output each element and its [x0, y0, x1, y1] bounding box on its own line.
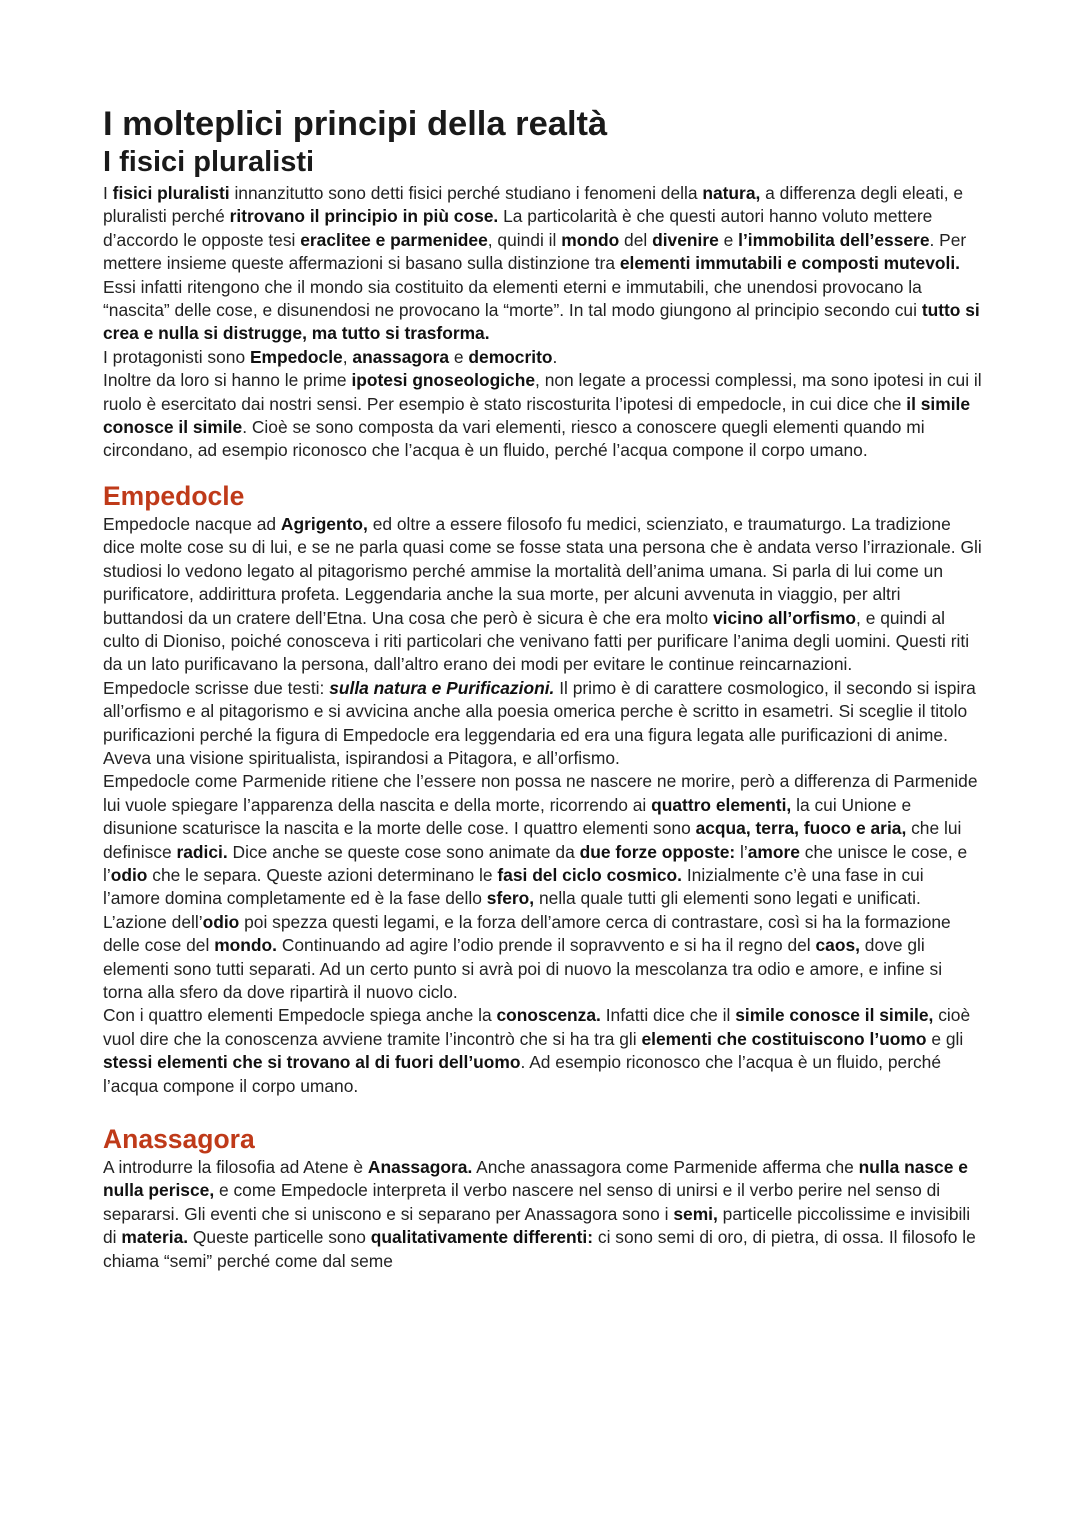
bold-text: eraclitee e parmenidee: [300, 229, 488, 250]
bold-text: due forze opposte:: [579, 841, 736, 862]
bold-text: il simile conosce il simile: [103, 393, 971, 438]
page-subtitle: I fisici pluralisti: [103, 146, 315, 178]
empedocle-paragraph: Empedocle come Parmenide ritiene che l’essere non possa ne nascere ne morire, però a differenza di Parmenide lui vuole spiegare l’apparenza della nascita e della morte, ricorrendo ai quattro elementi, la cui Unione e disunione scaturisce la nascita e la morte delle cose. I quattro elementi sono acqua, terra, fuoco e aria, che lui definisce radici. Dice anche se queste cose sono animate da due forze opposte: l’amore che unisce le cose, e l’odio che le separa. Queste azioni determinano le fasi del ciclo cosmico. Inizialmente c’è una fase in cui l’amore domina completamente ed è la fase dello sfero, nella quale tutti gli elementi sono legati e unificati.: [103, 771, 978, 909]
bold-text: tutto si crea e nulla si distrugge, ma tutto si trasforma.: [103, 300, 980, 344]
bold-text: anassagora: [352, 346, 450, 367]
intro-paragraph: I fisici pluralisti innanzitutto sono detti fisici perché studiano i fenomeni della natura, a differenza degli eleati, e pluralisti perché ritrovano il principio in più cose. La particolarità è che questi autori hanno voluto mettere d’accordo le opposte tesi eraclitee e parmenidee, quindi il mondo del divenire e l’immobilita dell’essere. Per mettere insieme queste affermazioni si basano sulla distinzione tra elementi immutabili e composti mutevoli. Essi infatti ritengono che il mondo sia costituito da elementi eterni e immutabili, che unendosi provocano la “nascita” delle cose, e disunendosi ne provocano la “morte”. In tal modo giungono al principio secondo cui tutto si crea e nulla si distrugge, ma tutto si trasforma.: [103, 183, 980, 344]
bold-text: l’immobilita dell’essere: [738, 229, 930, 250]
anassagora-section: [103, 1122, 983, 1273]
section-heading-empedocle: Empedocle: [103, 480, 245, 511]
bold-text: fasi del ciclo cosmico.: [497, 864, 682, 885]
section-heading-anassagora: Anassagora: [103, 1124, 255, 1155]
document-page: [103, 104, 983, 1273]
bold-text: sfero,: [486, 888, 535, 909]
bold-text: fisici pluralisti: [112, 183, 230, 203]
bold-text: acqua, terra, fuoco e aria,: [695, 818, 907, 839]
bold-text: nulla nasce e nulla perisce,: [103, 1157, 968, 1201]
bold-text: radici.: [176, 841, 228, 862]
bold-text: ipotesi gnoseologiche: [351, 370, 536, 391]
bold-text: qualitativamente differenti:: [370, 1227, 594, 1248]
bold-italic-text: sulla natura e Purificazioni.: [329, 677, 555, 698]
bold-text: Empedocle: [249, 346, 343, 367]
bold-text: vicino all’orfismo: [713, 607, 857, 628]
intro-section: [103, 182, 983, 463]
bold-text: quattro elementi,: [651, 794, 792, 815]
bold-text: caos,: [815, 935, 860, 956]
bold-text: ritrovano il principio in più cose.: [229, 206, 499, 227]
page-title: I molteplici principi della realtà: [103, 105, 608, 143]
bold-text: odio: [110, 864, 148, 885]
anassagora-paragraph: A introdurre la filosofia ad Atene è Anassagora. Anche anassagora come Parmenide afferma che nulla nasce e nulla perisce, e come Empedocle interpreta il verbo nascere nel senso di unirsi e il verbo perire nel senso di separarsi. Gli eventi che si uniscono e si separano per Anassagora sono i semi, particelle piccolissime e invisibili di materia. Queste particelle sono qualitativamente differenti: ci sono semi di oro, di pietra, di ossa. Il filosofo le chiama “semi” perché come dal seme: [103, 1157, 976, 1271]
bold-text: Anassagora.: [367, 1157, 473, 1178]
bold-text: semi,: [673, 1203, 718, 1224]
bold-text: odio: [202, 911, 240, 932]
bold-text: stessi elementi che si trovano al di fuori dell’uomo: [103, 1052, 521, 1073]
bold-text: elementi immutabili e composti mutevoli.: [619, 253, 960, 274]
bold-text: materia.: [121, 1227, 189, 1248]
empedocle-paragraph: Con i quattro elementi Empedocle spiega anche la conoscenza. Infatti dice che il simile conosce il simile, cioè vuol dire che la conoscenza avviene tramite l’incontrò che si ha tra gli elementi che costituiscono l’uomo e gli stessi elementi che si trovano al di fuori dell’uomo. Ad esempio riconosco che l’acqua è un fluido, perché l’acqua compone il corpo umano.: [103, 1005, 971, 1096]
bold-text: amore: [747, 841, 800, 862]
bold-text: natura,: [702, 183, 761, 203]
empedocle-section: [103, 479, 983, 1098]
bold-text: divenire: [652, 229, 719, 250]
empedocle-paragraph: Empedocle nacque ad Agrigento, ed oltre a essere filosofo fu medici, scienziato, e traumaturgo. La tradizione dice molte cose su di lui, e se ne parla quasi come se fosse stata una persona che è andata verso l’irrazionale. Gli studiosi lo vedono legato al pitagorismo perché ammise la mortalità dell’anima umana. Si parla di lui come un purificatore, addirittura profeta. Leggendaria anche la sua morte, per alcuni avvenuta in viaggio, per altri buttandosi da un cratere dell’Etna. Una cosa che però è sicura è che era molto vicino all’orfismo, e quindi al culto di Dioniso, poiché conosceva i riti particolari che venivano fatti per purificare l’anima degli uomini. Questi riti da un lato purificavano la persona, dall’altro erano dei modi per evitare le continue reincarnazioni.: [103, 513, 982, 675]
bold-text: simile conosce il simile,: [735, 1005, 934, 1026]
bold-text: democrito: [468, 346, 553, 367]
bold-text: conoscenza.: [496, 1005, 601, 1026]
bold-text: elementi che costituiscono l’uomo: [641, 1028, 927, 1049]
bold-text: mondo: [561, 229, 620, 250]
bold-text: mondo.: [214, 935, 277, 956]
empedocle-paragraph: Empedocle scrisse due testi: sulla natura e Purificazioni. Il primo è di carattere cosmologico, il secondo si ispira all’orfismo e al pitagorismo e si avvicina anche alla poesia omerica perche è scritto in esametri. Si sceglie il titolo purificazioni perché la figura di Empedocle era leggendaria ed era una figura legata alle purificazioni di anime. Aveva una visione spiritualista, ispirandosi a Pitagora, e all’orfismo.: [103, 677, 976, 768]
bold-text: Agrigento,: [280, 513, 368, 534]
empedocle-paragraph: L’azione dell’odio poi spezza questi legami, e la forza dell’amore cerca di contrastare, così si ha la formazione delle cose del mondo. Continuando ad agire l’odio prende il sopravvento e si ha il regno del caos, dove gli elementi sono tutti separati. Ad un certo punto si avrà poi di nuovo la mescolanza tra odio e amore, e infine si torna alla sfero da dove ripartirà il nuovo ciclo.: [103, 911, 951, 1002]
intro-paragraph: Inoltre da loro si hanno le prime ipotesi gnoseologiche, non legate a processi complessi, ma sono ipotesi in cui il ruolo è esercitato dai nostri sensi. Per esempio è stato riscosturita l’ipotesi di empedocle, in cui dice che il simile conosce il simile. Cioè se sono composta da vari elementi, riesco a conoscere quegli elementi quando mi circondano, ad esempio riconosco che l’acqua è un fluido, perché l’acqua compone il corpo umano.: [103, 370, 982, 461]
intro-paragraph: I protagonisti sono Empedocle, anassagora e democrito.: [103, 346, 558, 367]
